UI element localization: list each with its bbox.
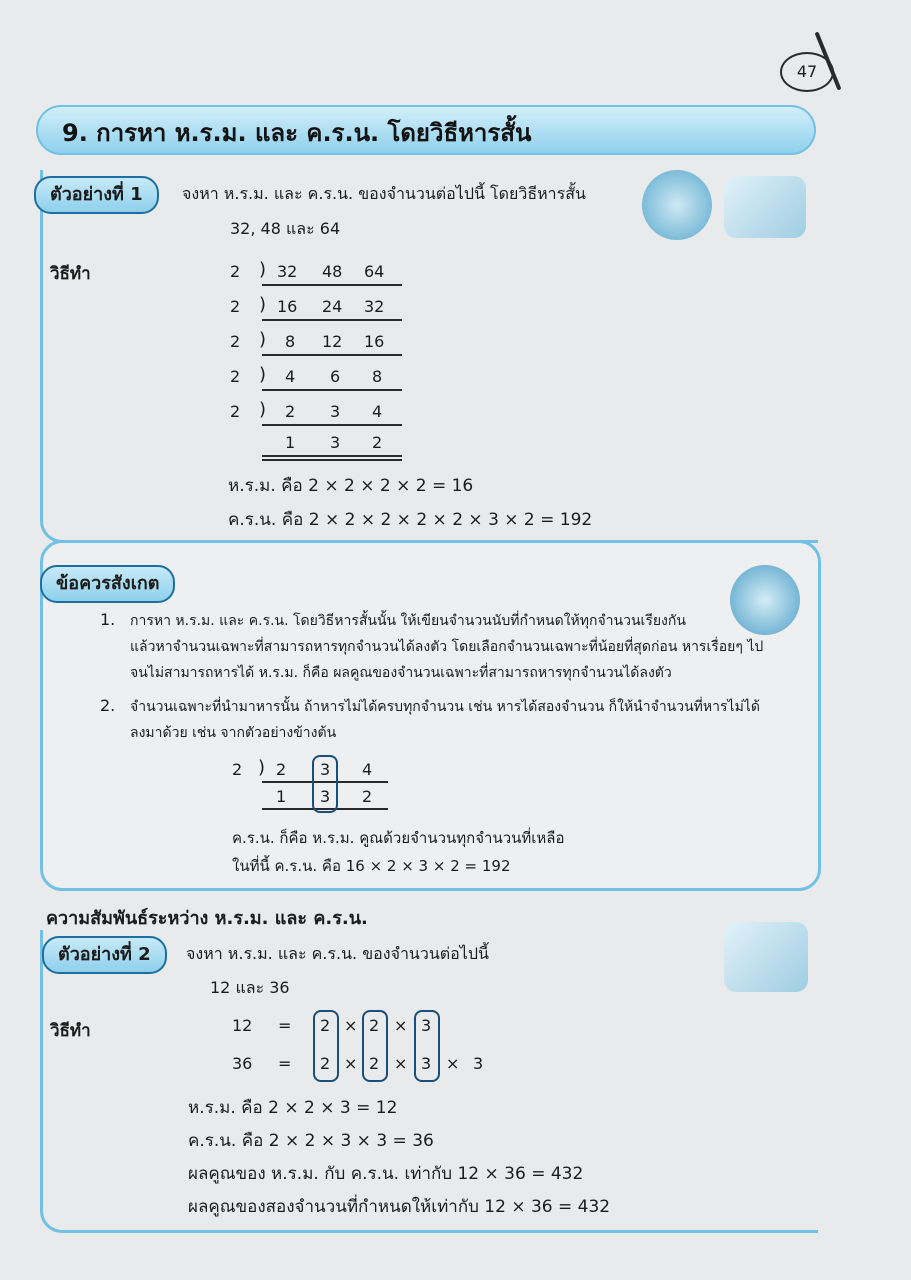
times-sign: × — [344, 1054, 358, 1073]
factor: 3 — [421, 1016, 432, 1035]
division-value: 2 — [285, 402, 296, 421]
result-value: 1 — [285, 433, 296, 452]
example1-label: ตัวอย่างที่ 1 — [34, 176, 159, 214]
page-number: 47 — [780, 52, 834, 92]
note-item1-line: จนไม่สามารถหารได้ ห.ร.ม. ก็คือ ผลคูณของจำนวนเฉพาะที่สามารถหารทุกจำนวนได้ลงตัว — [130, 665, 672, 681]
times-sign: × — [344, 1016, 358, 1035]
common-factor-box — [414, 1010, 440, 1082]
result-value: 3 — [320, 787, 331, 806]
division-value: 4 — [285, 367, 296, 386]
division-value: 16 — [277, 297, 298, 316]
factor: 2 — [369, 1016, 380, 1035]
factor: 2 — [369, 1054, 380, 1073]
division-value: 48 — [322, 262, 343, 281]
divisor: 2 — [232, 760, 243, 779]
note-lcm-explanation: ค.ร.น. ก็คือ ห.ร.ม. คูณด้วยจำนวนทุกจำนวนที่เหลือ — [232, 829, 565, 847]
highlight-box — [312, 755, 338, 813]
example2-product-two-numbers: ผลคูณของสองจำนวนที่กำหนดให้เท่ากับ 12 × 36 = 432 — [188, 1197, 611, 1217]
division-value: 8 — [372, 367, 383, 386]
factor: 2 — [320, 1016, 331, 1035]
result-value: 3 — [330, 433, 341, 452]
example2-label: ตัวอย่างที่ 2 — [42, 936, 167, 974]
note-item2-line: จำนวนเฉพาะที่นำมาหารนั้น ถ้าหารไม่ได้ครบทุกจำนวน เช่น หารได้สองจำนวน ก็ให้นำจำนวนที่หารไม่ได้ — [130, 699, 760, 715]
factor: 2 — [320, 1054, 331, 1073]
division-line — [262, 424, 402, 426]
division-line — [262, 319, 402, 321]
divisor: 2 — [230, 367, 241, 386]
extra-factor: 3 — [473, 1054, 484, 1073]
common-factor-box — [313, 1010, 339, 1082]
number: 36 — [232, 1054, 253, 1073]
globe-book-icon — [642, 170, 712, 240]
times-sign: × — [394, 1016, 408, 1035]
divisor: 2 — [230, 402, 241, 421]
division-value: 3 — [320, 760, 331, 779]
example2-numbers: 12 และ 36 — [210, 978, 290, 997]
division-value: 12 — [322, 332, 343, 351]
knowledge-globe-icon — [730, 565, 800, 635]
division-value: 2 — [276, 760, 287, 779]
example1-lcm: ค.ร.น. คือ 2 × 2 × 2 × 2 × 2 × 3 × 2 = 192 — [228, 510, 593, 530]
example1-hcf: ห.ร.ม. คือ 2 × 2 × 2 × 2 = 16 — [228, 476, 474, 496]
division-value: 6 — [330, 367, 341, 386]
division-bracket: ) — [258, 757, 266, 778]
division-value: 32 — [364, 297, 385, 316]
division-value: 4 — [362, 760, 373, 779]
division-value: 4 — [372, 402, 383, 421]
division-line — [262, 389, 402, 391]
result-value: 2 — [362, 787, 373, 806]
note-item1-line: การหา ห.ร.ม. และ ค.ร.น. โดยวิธีหารสั้นนั้น ให้เขียนจำนวนนับที่กำหนดให้ทุกจำนวนเรียงกัน — [130, 613, 686, 629]
divisor: 2 — [230, 262, 241, 281]
division-value: 8 — [285, 332, 296, 351]
result-underline — [262, 459, 402, 461]
note-item2-line: ลงมาด้วย เช่น จากตัวอย่างข้างต้น — [130, 725, 337, 741]
example2-lcm: ค.ร.น. คือ 2 × 2 × 3 × 3 = 36 — [188, 1131, 434, 1151]
section-title: 9. การหา ห.ร.ม. และ ค.ร.น. โดยวิธีหารสั้น — [62, 119, 532, 147]
note-item2-number: 2. — [100, 696, 116, 715]
common-factor-box — [362, 1010, 388, 1082]
division-bracket: ) — [259, 364, 267, 385]
example1-prompt: จงหา ห.ร.ม. และ ค.ร.น. ของจำนวนต่อไปนี้ โดยวิธีหารสั้น — [182, 184, 586, 203]
computer-illustration-icon — [724, 922, 808, 992]
division-value: 32 — [277, 262, 298, 281]
equals-sign: = — [278, 1016, 292, 1035]
relation-heading: ความสัมพันธ์ระหว่าง ห.ร.ม. และ ค.ร.น. — [46, 908, 368, 929]
division-bracket: ) — [259, 294, 267, 315]
note-label: ข้อควรสังเกต — [40, 565, 175, 603]
divisor: 2 — [230, 332, 241, 351]
result-underline — [262, 455, 402, 457]
example1-numbers: 32, 48 และ 64 — [230, 219, 341, 238]
example2-hcf: ห.ร.ม. คือ 2 × 2 × 3 = 12 — [188, 1098, 398, 1118]
division-value: 3 — [330, 402, 341, 421]
number: 12 — [232, 1016, 253, 1035]
divisor: 2 — [230, 297, 241, 316]
division-bracket: ) — [259, 399, 267, 420]
note-item1-number: 1. — [100, 610, 116, 629]
division-line — [262, 354, 402, 356]
times-sign: × — [446, 1054, 460, 1073]
division-value: 24 — [322, 297, 343, 316]
result-value: 2 — [372, 433, 383, 452]
example1-method-label: วิธีทำ — [50, 264, 91, 284]
times-sign: × — [394, 1054, 408, 1073]
computer-illustration-icon — [724, 176, 806, 238]
division-line — [262, 284, 402, 286]
division-value: 64 — [364, 262, 385, 281]
note-lcm-here: ในที่นี้ ค.ร.น. คือ 16 × 2 × 3 × 2 = 192 — [232, 857, 511, 875]
division-value: 16 — [364, 332, 385, 351]
note-item1-line: แล้วหาจำนวนเฉพาะที่สามารถหารทุกจำนวนได้ลงตัว โดยเลือกจำนวนเฉพาะที่น้อยที่สุดก่อน หารเรื่อยๆ ไป — [130, 639, 764, 655]
result-value: 1 — [276, 787, 287, 806]
example2-product: ผลคูณของ ห.ร.ม. กับ ค.ร.น. เท่ากับ 12 × 36 = 432 — [188, 1164, 584, 1184]
factor: 3 — [421, 1054, 432, 1073]
example2-method-label: วิธีทำ — [50, 1021, 91, 1041]
division-bracket: ) — [259, 329, 267, 350]
equals-sign: = — [278, 1054, 292, 1073]
division-bracket: ) — [259, 259, 267, 280]
example2-prompt: จงหา ห.ร.ม. และ ค.ร.น. ของจำนวนต่อไปนี้ — [186, 944, 489, 963]
